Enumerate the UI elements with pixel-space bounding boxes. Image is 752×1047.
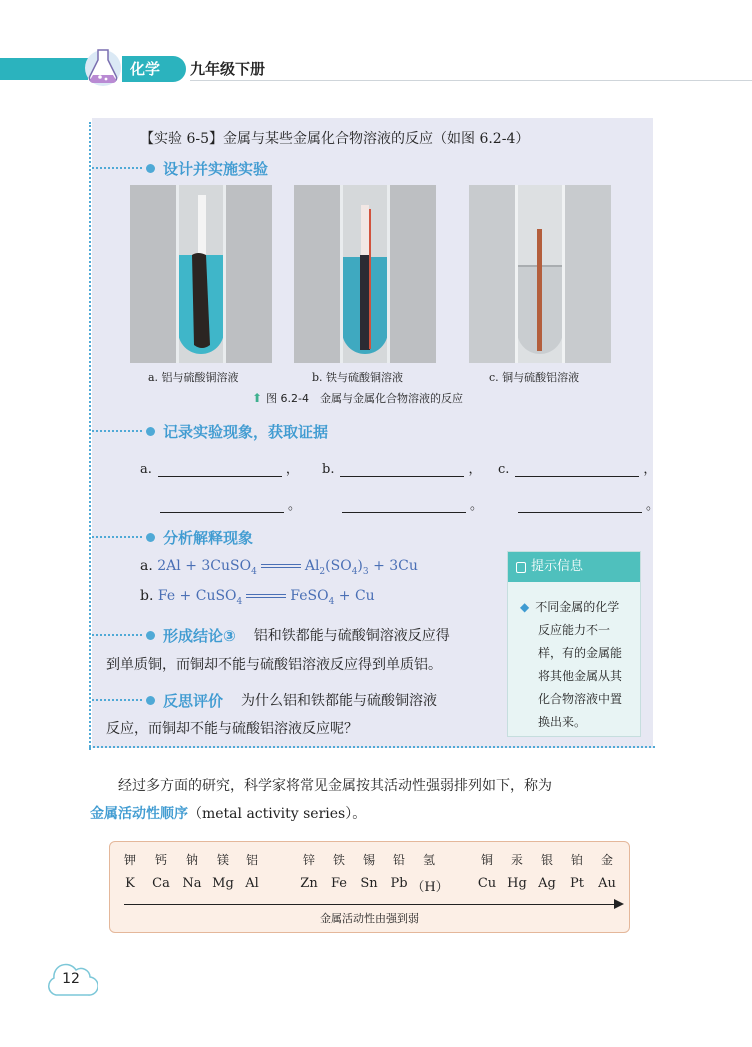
metal-name: 铂 (570, 853, 583, 867)
metal-name: 铜 (480, 853, 493, 867)
hint-line: 不同金属的化学 (535, 600, 620, 614)
reflect-text-2: 反应，而铜却不能与硫酸铝溶液反应呢？ (106, 721, 358, 737)
blank-row-1b (322, 458, 481, 477)
section-design-label: 设计并实施实验 (163, 159, 269, 178)
header-rule (190, 80, 752, 81)
metal-name: 银 (540, 853, 553, 867)
period: 。 (646, 498, 660, 513)
metal-symbol: Au (598, 876, 616, 891)
metal-symbol: Hg (507, 876, 527, 891)
conclusion-text-2: 到单质铜，而铜却不能与硫酸铝溶液反应得到单质铝。 (106, 657, 442, 673)
metal-name: 钾 (123, 853, 136, 867)
section-record-label: 记录实验现象，获取证据 (163, 422, 329, 441)
metal-symbol: Pt (570, 876, 584, 891)
blank-label-b: b. (322, 462, 335, 477)
blank-field-c2[interactable] (518, 499, 642, 513)
blank-row-2a (154, 494, 301, 513)
hint-line: 换出来。 (538, 715, 587, 729)
subject-tag: 化学 (122, 56, 186, 82)
metal-symbol: Ca (152, 876, 170, 891)
section-record (92, 420, 328, 442)
hint-line: 将其他金属从其 (538, 669, 623, 683)
comma: ， (643, 462, 657, 477)
metal-symbol: （H） (411, 880, 449, 895)
blank-field-c1[interactable] (515, 463, 639, 477)
bullet-dot-icon (146, 533, 155, 542)
blank-field-a1[interactable] (158, 463, 282, 477)
bullet-dot-icon (146, 164, 155, 173)
equation-a-body: 2Al + 3CuSO$_4$ $Al_2(SO_4)_3 + 3Cu$ (157, 558, 418, 577)
flask-logo-icon (84, 44, 122, 88)
photo-caption-c: c. 铜与硫酸铝溶液 (489, 371, 580, 384)
note-icon (516, 562, 526, 573)
arrow-right-icon (614, 899, 624, 909)
panel-bottom-dotted-border (89, 746, 655, 748)
period: 。 (470, 498, 484, 513)
section-conclude (92, 624, 450, 646)
section-analyze-label: 分析解释现象 (163, 528, 254, 547)
photo-caption-b: b. 铁与硫酸铜溶液 (312, 371, 404, 384)
up-arrow-icon: ⬆ (252, 391, 263, 405)
photo-al-cuso4 (130, 185, 272, 363)
series-arrow-line (124, 904, 622, 905)
bullet-dot-icon (146, 427, 155, 436)
equation-b-label: b. (140, 588, 154, 604)
section-reflect-label: 反思评价 (163, 691, 224, 710)
metal-name: 钠 (185, 853, 198, 867)
metal-name: 铅 (392, 853, 405, 867)
bullet-dot-icon (146, 631, 155, 640)
hint-box (507, 551, 641, 737)
comma: ， (285, 462, 299, 477)
hint-line: 化合物溶液中置 (538, 692, 623, 706)
hint-body (508, 582, 640, 734)
equation-b (140, 588, 375, 607)
metal-name: 铝 (245, 853, 258, 867)
metal-name: 锌 (302, 853, 315, 867)
metal-name: 锡 (362, 853, 375, 867)
metal-symbol: Fe (330, 876, 347, 891)
metal-symbol: Na (182, 876, 202, 891)
blank-field-a2[interactable] (160, 499, 284, 513)
hint-line: 反应能力不一 (538, 623, 611, 637)
panel-left-dotted-border (89, 122, 91, 750)
metal-symbol: Ag (538, 876, 556, 891)
section-conclude-label: 形成结论③ (163, 626, 236, 645)
blank-row-2c (512, 494, 659, 513)
bullet-dot-icon (146, 696, 155, 705)
experiment-title: 【实验 6-5】金属与某些金属化合物溶液的反应（如图 6.2-4） (140, 131, 530, 147)
equation-b-body: Fe + CuSO$_4$ FeSO$_4$ + Cu (157, 588, 375, 607)
section-analyze (92, 526, 253, 548)
blank-row-1 (140, 458, 299, 477)
blank-label-c: c. (498, 462, 510, 477)
equation-a-label: a. (140, 558, 153, 574)
metal-name: 金 (600, 853, 613, 867)
comma: ， (468, 462, 482, 477)
metal-symbol: Pb (390, 876, 408, 891)
section-reflect (92, 689, 437, 711)
section-design (92, 157, 268, 179)
reaction-arrow-icon (246, 594, 286, 598)
metal-name: 汞 (510, 853, 523, 867)
blank-row-1c (498, 458, 656, 477)
photo-caption-a: a. 铝与硫酸铜溶液 (148, 371, 239, 384)
metal-name: 铁 (332, 853, 345, 867)
paragraph-line-2 (90, 803, 366, 823)
activity-series-box (109, 841, 630, 933)
hint-header (508, 552, 640, 582)
hint-line: 样，有的金属能 (538, 646, 623, 660)
keyword-activity-series: 金属活动性顺序 (90, 806, 188, 822)
grade-label: 九年级下册 (190, 60, 266, 78)
hint-title: 提示信息 (531, 559, 584, 574)
metal-symbol: Zn (300, 876, 318, 891)
metal-name: 钙 (154, 853, 167, 867)
photo-fe-cuso4 (294, 185, 436, 363)
equation-a (140, 558, 418, 577)
blank-field-b1[interactable] (340, 463, 464, 477)
metal-symbol: Al (245, 876, 259, 891)
conclusion-text-1: 铝和铁都能与硫酸铜溶液反应得 (253, 628, 450, 644)
paragraph-line-1: 经过多方面的研究，科学家将常见金属按其活动性强弱排列如下，称为 (118, 778, 552, 794)
blank-row-2b (336, 494, 483, 513)
metal-symbol: Sn (360, 876, 378, 891)
figure-caption-text: 图 6.2-4 金属与金属化合物溶液的反应 (266, 392, 464, 405)
metal-name: 镁 (216, 853, 229, 867)
blank-label-a: a. (140, 462, 152, 477)
metal-symbol: Cu (477, 876, 497, 891)
figure-caption (252, 390, 463, 406)
diamond-bullet-icon: ◆ (520, 600, 530, 614)
reaction-arrow-icon (261, 564, 301, 568)
metal-name: 氢 (422, 853, 435, 867)
paragraph-line-2-rest: （metal activity series）。 (188, 806, 367, 822)
photo-cu-al2so43 (469, 185, 611, 363)
page-number-badge (44, 959, 98, 999)
series-caption: 金属活动性由强到弱 (320, 912, 419, 925)
metal-symbol: K (125, 876, 135, 891)
reflect-text-1: 为什么铝和铁都能与硫酸铜溶液 (241, 693, 438, 709)
metal-symbol: Mg (212, 876, 234, 891)
page-number: 12 (62, 971, 80, 987)
blank-field-b2[interactable] (342, 499, 466, 513)
period: 。 (288, 498, 302, 513)
header-band (0, 58, 88, 80)
